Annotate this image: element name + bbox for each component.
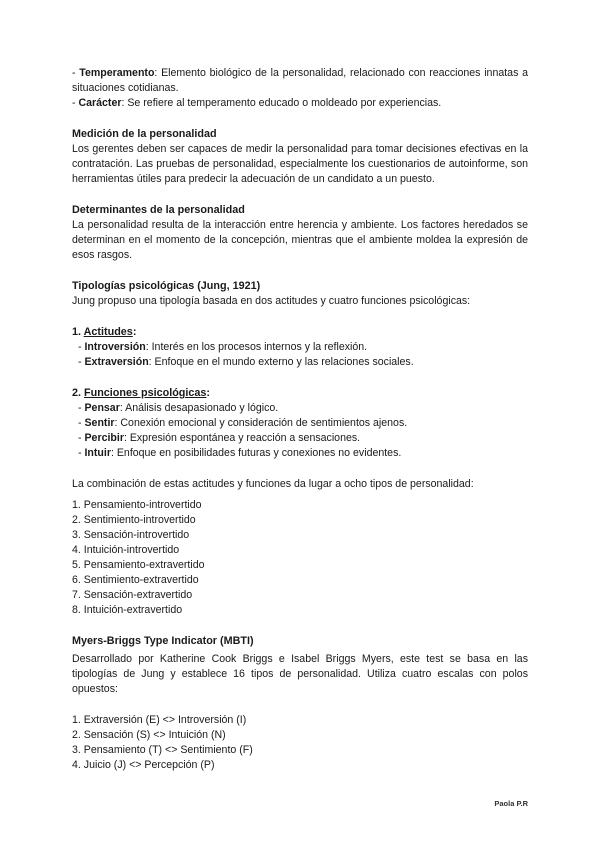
actitud-term: Introversión [84, 341, 146, 353]
tipo-item: 2. Sentimiento-introvertido [72, 514, 196, 526]
actitud-text: : Interés en los procesos internos y la reflexión. [145, 341, 368, 353]
escala-item: 2. Sensación (S) <> Intuición (N) [72, 729, 226, 741]
actitudes-label: Actitudes [83, 326, 133, 338]
funcion-text: : Expresión espontánea y reacción a sensaciones. [123, 432, 361, 444]
footer-author: Paola P.R [494, 799, 528, 808]
funcion-term: Percibir [84, 432, 124, 444]
funcion-item: - Pensar: Análisis desapasionado y lógico. [78, 402, 279, 414]
funcion-item: - Sentir: Conexión emocional y consideración de sentimientos ajenos. [78, 417, 408, 429]
temperamento-text: : Elemento biológico de la personalidad, relacionado con reacciones innatas a situaciones cotidianas. [72, 67, 528, 94]
funciones-number: 2. [72, 387, 85, 399]
caracter-term: Carácter [78, 97, 122, 109]
medicion-heading: Medición de la personalidad [72, 128, 217, 140]
mbti-heading: Myers-Briggs Type Indicator (MBTI) [72, 635, 254, 647]
actitudes-heading: 1. Actitudes: [72, 326, 137, 338]
temperamento-term: Temperamento [79, 67, 155, 79]
funcion-term: Intuir [84, 447, 111, 459]
funcion-item: - Percibir: Expresión espontánea y reacción a sensaciones. [78, 432, 361, 444]
escala-item: 3. Pensamiento (T) <> Sentimiento (F) [72, 744, 253, 756]
actitud-term: Extraversión [84, 356, 149, 368]
caracter-paragraph: - Carácter: Se refiere al temperamento educado o moldeado por experiencias. [72, 97, 442, 109]
tipo-item: 1. Pensamiento-introvertido [72, 499, 202, 511]
funciones-heading: 2. Funciones psicológicas: [72, 387, 211, 399]
funcion-text: : Conexión emocional y consideración de sentimientos ajenos. [114, 417, 408, 429]
funcion-text: : Análisis desapasionado y lógico. [119, 402, 279, 414]
actitud-item: - Extraversión: Enfoque en el mundo externo y las relaciones sociales. [78, 356, 414, 368]
medicion-body: Los gerentes deben ser capaces de medir la personalidad para tomar decisiones efectivas en la contratación. Las pruebas de personalidad, especialmente los cuestionarios de autoinforme, son herramientas útiles para predecir la adecuación de un candidato a un puesto. [72, 143, 528, 185]
combinacion-text: La combinación de estas actitudes y funciones da lugar a ocho tipos de personalidad: [72, 478, 474, 490]
funcion-term: Sentir [84, 417, 115, 429]
caracter-text: : Se refiere al temperamento educado o moldeado por experiencias. [121, 97, 442, 109]
mbti-body: Desarrollado por Katherine Cook Briggs e Isabel Briggs Myers, este test se basa en las tipologías de Jung y establece 16 tipos de personalidad. Utiliza cuatro escalas con polos opuestos: [72, 653, 528, 695]
actitud-text: : Enfoque en el mundo externo y las relaciones sociales. [148, 356, 414, 368]
tipo-item: 4. Intuición-introvertido [72, 544, 180, 556]
escala-item: 1. Extraversión (E) <> Introversión (I) [72, 714, 247, 726]
determinantes-body: La personalidad resulta de la interacción entre herencia y ambiente. Los factores heredados se determinan en el momento de la concepción, mientras que el ambiente moldea la expresión de esos rasgos. [72, 219, 528, 261]
funciones-label: Funciones psicológicas [84, 387, 207, 399]
funcion-term: Pensar [84, 402, 120, 414]
funcion-text: : Enfoque en posibilidades futuras y conexiones no evidentes. [110, 447, 402, 459]
tipologias-intro: Jung propuso una tipología basada en dos actitudes y cuatro funciones psicológicas: [72, 295, 471, 307]
tipo-item: 3. Sensación-introvertido [72, 529, 190, 541]
actitud-item: - Introversión: Interés en los procesos internos y la reflexión. [78, 341, 368, 353]
actitudes-number: 1. [72, 326, 84, 338]
tipo-item: 6. Sentimiento-extravertido [72, 574, 199, 586]
document-page [72, 66, 528, 773]
tipo-item: 8. Intuición-extravertido [72, 604, 183, 616]
tipologias-heading: Tipologías psicológicas (Jung, 1921) [72, 280, 261, 292]
tipo-item: 5. Pensamiento-extravertido [72, 559, 205, 571]
funcion-item: - Intuir: Enfoque en posibilidades futuras y conexiones no evidentes. [78, 447, 402, 459]
temperamento-paragraph: - Temperamento: Elemento biológico de la personalidad, relacionado con reacciones innatas a situaciones cotidianas. [72, 67, 528, 94]
tipo-item: 7. Sensación-extravertido [72, 589, 193, 601]
escala-item: 4. Juicio (J) <> Percepción (P) [72, 759, 215, 771]
determinantes-heading: Determinantes de la personalidad [72, 204, 245, 216]
